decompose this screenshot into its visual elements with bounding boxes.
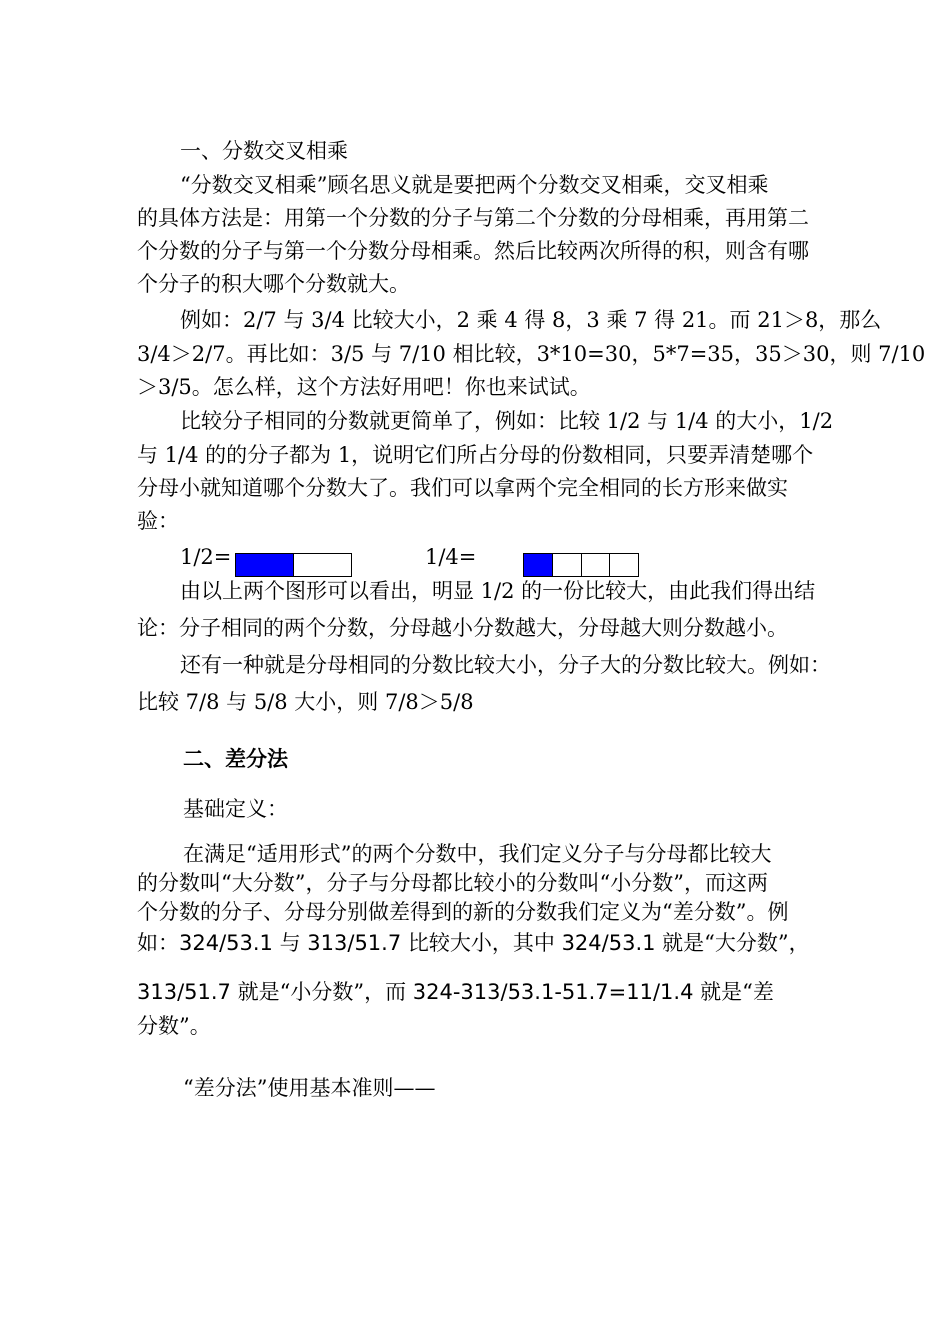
paragraph-line: ＞3/5。怎么样，这个方法好用吧！你也来试试。 bbox=[137, 375, 591, 399]
paragraph-line: 个分数的分子、分母分别做差得到的新的分数我们定义为“差分数”。例 bbox=[137, 900, 789, 924]
half-rectangle bbox=[235, 553, 352, 577]
section-2-subheading: 基础定义： bbox=[183, 797, 288, 821]
empty-part bbox=[294, 554, 351, 576]
paragraph-line: 比较分子相同的分数就更简单了，例如：比较 1/2 与 1/4 的大小，1/2 bbox=[180, 409, 834, 433]
text-run: 就是“差 bbox=[693, 980, 774, 1004]
quarter-rectangle bbox=[523, 553, 639, 577]
section-1-heading: 一、分数交叉相乘 bbox=[180, 139, 348, 163]
fraction-text: 313/51.7 bbox=[307, 931, 402, 955]
paragraph-line: 在满足“适用形式”的两个分数中，我们定义分子与分母都比较大 bbox=[183, 842, 772, 866]
quarter-label: 1/4= bbox=[425, 545, 477, 569]
formula-text: 324-313/53.1-51.7=11/1.4 bbox=[412, 980, 694, 1004]
text-run: 与 bbox=[272, 931, 308, 955]
paragraph-line: “分数交叉相乘”顾名思义就是要把两个分数交叉相乘，交叉相乘 bbox=[180, 173, 769, 197]
paragraph-line: 的分数叫“大分数”，分子与分母都比较小的分数叫“小分数”，而这两 bbox=[137, 871, 768, 895]
paragraph-line: 3/4＞2/7。再比如：3/5 与 7/10 相比较，3*10=30，5*7=35，35＞30，则 7/10 bbox=[137, 342, 926, 366]
paragraph-line: 个分子的积大哪个分数就大。 bbox=[137, 272, 410, 296]
text-run: 就是“大分数”， bbox=[655, 931, 810, 955]
section-2-heading: 二、差分法 bbox=[183, 747, 288, 771]
paragraph-line: 由以上两个图形可以看出，明显 1/2 的一份比较大，由此我们得出结 bbox=[180, 579, 816, 603]
paragraph-line: 分数”。 bbox=[137, 1014, 211, 1038]
fraction-text: 324/53.1 bbox=[179, 931, 273, 955]
filled-part bbox=[524, 554, 553, 576]
paragraph-line: 比较 7/8 与 5/8 大小，则 7/8＞5/8 bbox=[137, 690, 474, 714]
filled-part bbox=[236, 554, 294, 576]
empty-part bbox=[582, 554, 611, 576]
paragraph-line: 验： bbox=[137, 509, 179, 533]
paragraph-line bbox=[137, 977, 774, 1007]
paragraph-line: 的具体方法是：用第一个分数的分子与第二个分数的分母相乘，再用第二 bbox=[137, 206, 809, 230]
paragraph-line: 个分数的分子与第一个分数分母相乘。然后比较两次所得的积，则含有哪 bbox=[137, 239, 809, 263]
empty-part bbox=[553, 554, 582, 576]
paragraph-line: 与 1/4 的的分子都为 1，说明它们所占分母的份数相同，只要弄清楚哪个 bbox=[137, 443, 814, 467]
paragraph-line bbox=[137, 928, 810, 958]
fraction-text: 324/53.1 bbox=[561, 931, 656, 955]
text-run: 就是“小分数”，而 bbox=[230, 980, 413, 1004]
paragraph-line: 论：分子相同的两个分数，分母越小分数越大，分母越大则分数越小。 bbox=[137, 616, 788, 640]
half-label: 1/2= bbox=[180, 545, 232, 569]
paragraph-line: 还有一种就是分母相同的分数比较大小，分子大的分数比较大。例如： bbox=[180, 653, 831, 677]
paragraph-line: 例如：2/7 与 3/4 比较大小，2 乘 4 得 8，3 乘 7 得 21。而 21＞8，那么 bbox=[180, 308, 882, 332]
paragraph-line: “差分法”使用基本准则—— bbox=[183, 1076, 436, 1100]
empty-part bbox=[610, 554, 638, 576]
fraction-text: 313/51.7 bbox=[137, 980, 231, 1004]
text-run: 如： bbox=[137, 931, 179, 955]
text-run: 比较大小，其中 bbox=[401, 931, 562, 955]
paragraph-line: 分母小就知道哪个分数大了。我们可以拿两个完全相同的长方形来做实 bbox=[137, 476, 788, 500]
